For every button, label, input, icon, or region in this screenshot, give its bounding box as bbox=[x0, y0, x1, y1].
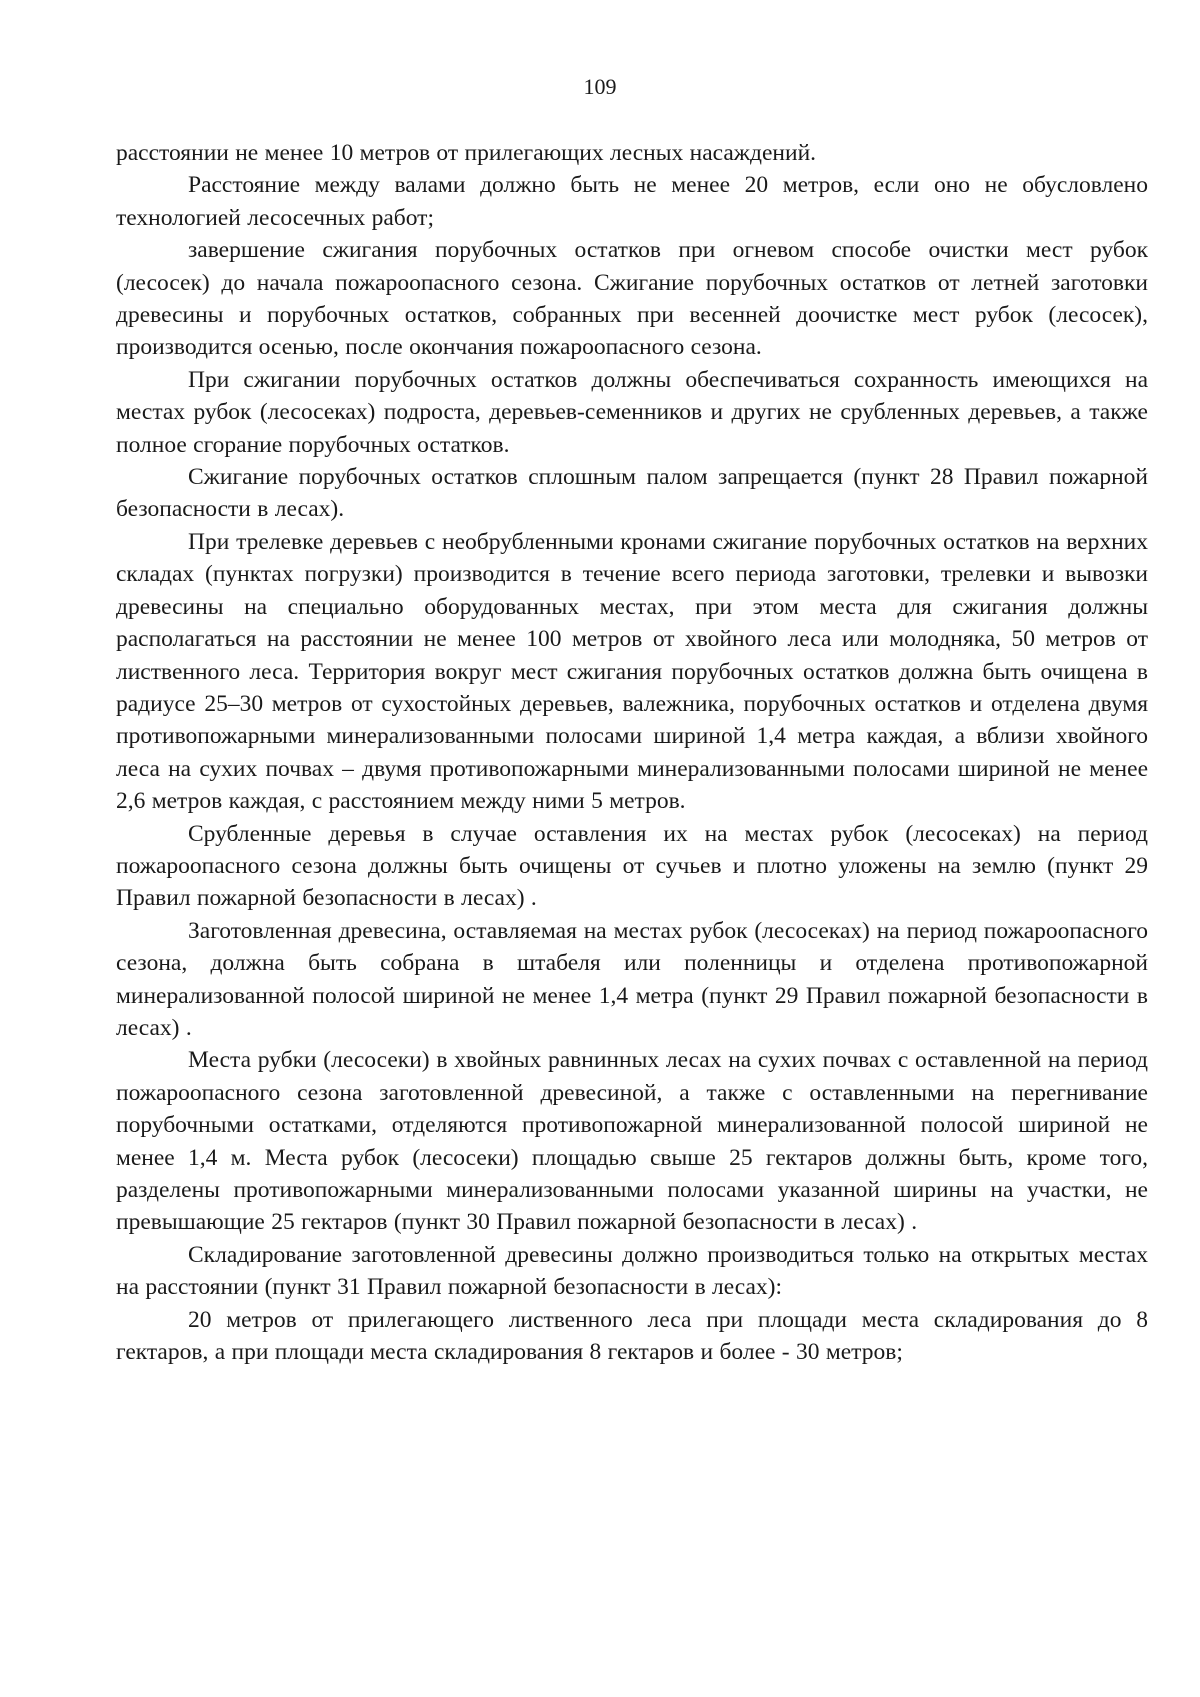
paragraph-3: завершение сжигания порубочных остатков при огневом способе очистки мест рубок (лесосек) до начала пожароопасного сезона. Сжигание порубочных остатков от летней заготовки древесины и порубочных остатков, собранных при весенней доочистке мест рубок (лесосек), производится осенью, после окончания пожароопасного сезона. bbox=[116, 237, 1148, 361]
body-text bbox=[116, 137, 1148, 1368]
paragraph-9: Места рубки (лесосеки) в хвойных равнинных лесах на сухих почвах с оставленной на период пожароопасного сезона заготовленной древесиной, а также с оставленными на перегнивание порубочными остатками, отделяются противопожарной минерализованной полосой шириной не менее 1,4 м. Места рубок (лесосеки) площадью свыше 25 гектаров должны быть, кроме того, разделены противопожарными минерализованными полосами указанной ширины на участки, не превышающие 25 гектаров (пункт 30 Правил пожарной безопасности в лесах) . bbox=[116, 1047, 1148, 1236]
paragraph-2: Расстояние между валами должно быть не менее 20 метров, если оно не обусловлено технологией лесосечных работ; bbox=[116, 172, 1148, 231]
paragraph-10: Складирование заготовленной древесины должно производиться только на открытых местах на расстоянии (пункт 31 Правил пожарной безопасности в лесах): bbox=[116, 1241, 1148, 1301]
paragraph-6: При трелевке деревьев с необрубленными кронами сжигание порубочных остатков на верхних складах (пунктах погрузки) производится в течение всего периода заготовки, трелевки и вывозки древесины на специально оборудованных местах, при этом места для сжигания должны располагаться на расстоянии не менее 100 метров от хвойного леса или молодняка, 50 метров от лиственного леса. Территория вокруг мест сжигания порубочных остатков должна быть очищена в радиусе 25–30 метров от сухостойных деревьев, валежника, порубочных остатков и отделена двумя противопожарными минерализованными полосами шириной 1,4 метра каждая, а вблизи хвойного леса на сухих почвах – двумя противопожарными минерализованными полосами шириной не менее 2,6 метров каждая, с расстоянием между ними 5 метров. bbox=[116, 528, 1148, 815]
paragraph-7: Срубленные деревья в случае оставления их на местах рубок (лесосеках) на период пожароопасного сезона должны быть очищены от сучьев и плотно уложены на землю (пункт 29 Правил пожарной безопасности в лесах) . bbox=[116, 820, 1148, 912]
paragraph-5: Сжигание порубочных остатков сплошным палом запрещается (пункт 28 Правил пожарной безопасности в лесах). bbox=[116, 464, 1148, 523]
paragraph-8: Заготовленная древесина, оставляемая на местах рубок (лесосеках) на период пожароопасного сезона, должна быть собрана в штабеля или поленницы и отделена противопожарной минерализованной полосой шириной не менее 1,4 метра (пункт 29 Правил пожарной безопасности в лесах) . bbox=[116, 917, 1148, 1041]
page-number: 109 bbox=[583, 74, 617, 99]
paragraph-11: 20 метров от прилегающего лиственного леса при площади места складирования до 8 гектаров, а при площади места складирования 8 гектаров и более - 30 метров; bbox=[116, 1306, 1148, 1366]
paragraph-1: расстоянии не менее 10 метров от прилегающих лесных насаждений. bbox=[116, 140, 817, 166]
paragraph-4: При сжигании порубочных остатков должны обеспечиваться сохранность имеющихся на местах рубок (лесосеках) подроста, деревьев-семенников и других не срубленных деревьев, а также полное сгорание порубочных остатков. bbox=[116, 366, 1148, 458]
